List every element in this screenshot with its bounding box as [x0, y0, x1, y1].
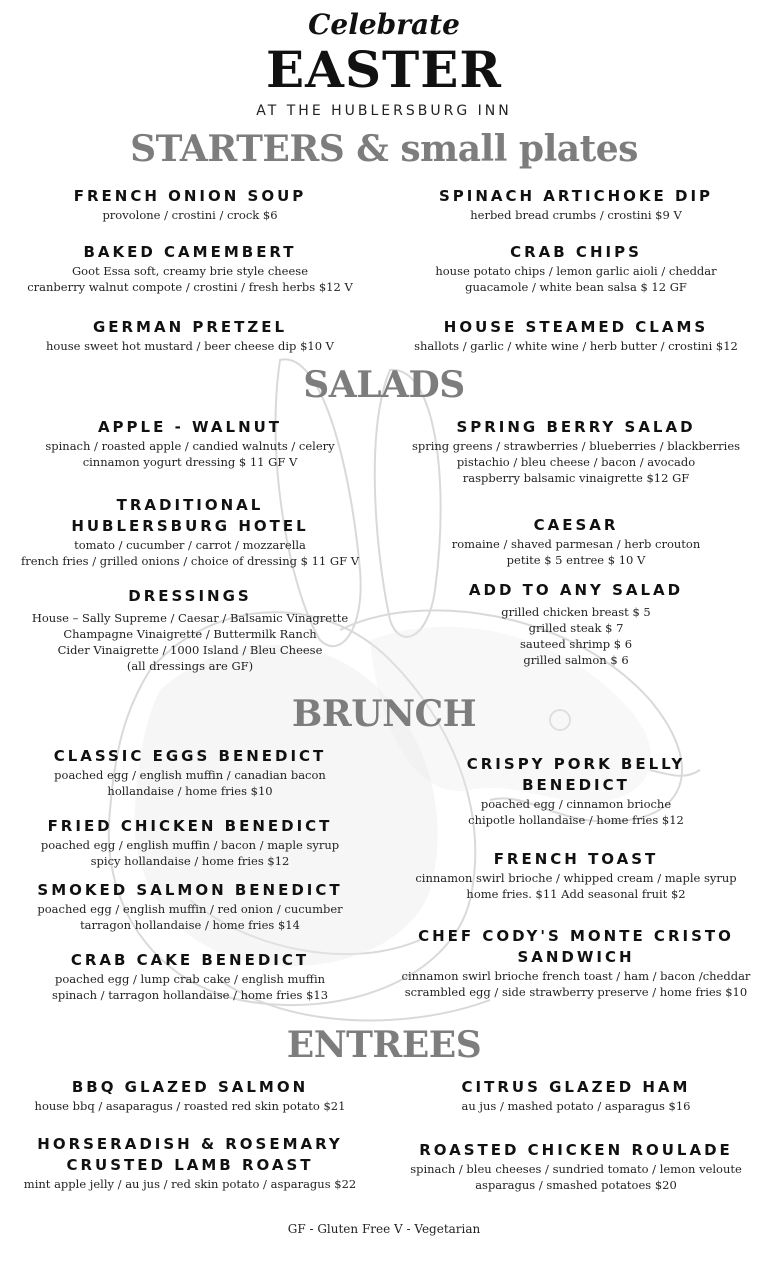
menu-item [0, 880, 380, 933]
item-desc: raspberry balsamic vinaigrette $12 GF [462, 471, 690, 485]
header-title: EASTER [266, 40, 502, 99]
item-desc: grilled salmon $ 6 [523, 653, 629, 667]
item-name: ROASTED CHICKEN ROULADE [419, 1141, 733, 1159]
item-desc: Champagne Vinaigrette / Buttermilk Ranch [63, 627, 317, 641]
item-desc: house bbq / asaparagus / roasted red skin potato $21 [34, 1099, 346, 1113]
menu-item [0, 417, 380, 470]
footer-legend: GF - Gluten Free V - Vegetarian [287, 1222, 481, 1236]
item-name: CRAB CHIPS [510, 243, 642, 261]
item-desc: grilled steak $ 7 [528, 621, 624, 635]
item-name: TRADITIONAL [116, 496, 264, 514]
item-desc: spinach / roasted apple / candied walnuts / celery [45, 439, 335, 453]
item-name: SANDWICH [517, 948, 635, 966]
item-desc: Cider Vinaigrette / 1000 Island / Bleu Cheese [57, 643, 323, 657]
item-name: CAESAR [533, 516, 619, 534]
item-desc: asparagus / smashed potatoes $20 [475, 1178, 677, 1192]
item-name: BBQ GLAZED SALMON [71, 1078, 309, 1096]
item-name: FRIED CHICKEN BENEDICT [47, 817, 333, 835]
item-name: CRUSTED LAMB ROAST [66, 1156, 314, 1174]
item-desc: cranberry walnut compote / crostini / fresh herbs $12 V [27, 280, 353, 294]
item-desc: spinach / tarragon hollandaise / home fries $13 [51, 988, 329, 1002]
item-desc: hollandaise / home fries $10 [107, 784, 273, 798]
item-desc: tarragon hollandaise / home fries $14 [80, 918, 300, 932]
item-name: CHEF CODY'S MONTE CRISTO [418, 927, 734, 945]
item-desc: cinnamon swirl brioche / whipped cream / maple syrup [415, 871, 737, 885]
item-name: CITRUS GLAZED HAM [461, 1078, 691, 1096]
item-desc: provolone / crostini / crock $6 [102, 208, 278, 222]
item-name: APPLE - WALNUT [97, 418, 283, 436]
item-desc: pistachio / bleu cheese / bacon / avocado [456, 455, 696, 469]
menu-item [384, 926, 768, 1000]
item-desc: mint apple jelly / au jus / red skin potato / asparagus $22 [23, 1177, 357, 1191]
menu-item [384, 849, 768, 902]
item-desc: sauteed shrimp $ 6 [519, 637, 633, 651]
item-desc: romaine / shaved parmesan / herb crouton [451, 537, 701, 551]
item-desc: Goot Essa soft, creamy brie style cheese [71, 264, 308, 278]
section-title-brunch: BRUNCH [291, 693, 477, 735]
item-desc: chipotle hollandaise / home fries $12 [468, 813, 684, 827]
item-desc: (all dressings are GF) [126, 659, 254, 673]
menu-item [384, 186, 768, 223]
item-name: SPINACH ARTICHOKE DIP [438, 187, 714, 205]
item-name: DRESSINGS [128, 587, 252, 605]
item-name: FRENCH TOAST [493, 850, 659, 868]
item-name: FRENCH ONION SOUP [73, 187, 307, 205]
item-desc: house sweet hot mustard / beer cheese dip $10 V [46, 339, 334, 353]
section-title-entrees: ENTREES [286, 1024, 482, 1066]
item-desc: spring greens / strawberries / blueberries / blackberries [411, 439, 741, 453]
menu-item [0, 317, 380, 354]
menu-item [384, 242, 768, 295]
item-desc: au jus / mashed potato / asparagus $16 [461, 1099, 691, 1113]
item-desc: poached egg / lump crab cake / english muffin [54, 972, 326, 986]
item-name: SMOKED SALMON BENEDICT [37, 881, 343, 899]
item-name: BENEDICT [522, 776, 630, 794]
item-desc: spinach / bleu cheeses / sundried tomato / lemon veloute [410, 1162, 742, 1176]
menu-item [384, 580, 768, 668]
menu-item [0, 186, 380, 223]
section-title-salads: SALADS [303, 364, 465, 406]
menu-item [0, 816, 380, 869]
menu-item [0, 950, 380, 1003]
item-name: HOUSE STEAMED CLAMS [443, 318, 709, 336]
item-desc: shallots / garlic / white wine / herb butter / crostini $12 [414, 339, 738, 353]
item-desc: home fries. $11 Add seasonal fruit $2 [466, 887, 686, 901]
item-desc: cinnamon swirl brioche french toast / ham / bacon /cheddar [401, 969, 751, 983]
item-name: CLASSIC EGGS BENEDICT [53, 747, 327, 765]
menu-item [384, 317, 768, 354]
menu-item [384, 515, 768, 568]
item-name: SPRING BERRY SALAD [456, 418, 696, 436]
menu-item [0, 495, 380, 569]
item-desc: herbed bread crumbs / crostini $9 V [470, 208, 682, 222]
item-desc: poached egg / english muffin / bacon / maple syrup [40, 838, 340, 852]
header-celebrate: Celebrate [308, 8, 460, 41]
item-desc: cinnamon yogurt dressing $ 11 GF V [82, 455, 298, 469]
header-subtitle: AT THE HUBLERSBURG INN [256, 103, 512, 119]
item-desc: tomato / cucumber / carrot / mozzarella [74, 538, 306, 552]
item-desc: house potato chips / lemon garlic aioli / cheddar [435, 264, 717, 278]
item-desc: poached egg / english muffin / red onion / cucumber [37, 902, 343, 916]
item-name: HUBLERSBURG HOTEL [71, 517, 309, 535]
menu-item [0, 586, 380, 674]
item-desc: guacamole / white bean salsa $ 12 GF [465, 280, 687, 294]
menu-item [0, 746, 380, 799]
item-name: ADD TO ANY SALAD [468, 581, 684, 599]
section-title-starters: STARTERS & small plates [130, 128, 638, 170]
item-desc: poached egg / english muffin / canadian bacon [54, 768, 326, 782]
item-desc: poached egg / cinnamon brioche [480, 797, 672, 811]
menu-item [0, 1077, 380, 1114]
item-name: GERMAN PRETZEL [92, 318, 288, 336]
menu-item [384, 754, 768, 828]
item-desc: french fries / grilled onions / choice of dressing $ 11 GF V [20, 554, 360, 568]
menu-item [384, 1140, 768, 1193]
item-desc: scrambled egg / side strawberry preserve / home fries $10 [404, 985, 748, 999]
item-name: CRAB CAKE BENEDICT [70, 951, 310, 969]
menu-item [384, 417, 768, 486]
menu-item [384, 1077, 768, 1114]
item-name: HORSERADISH & ROSEMARY [37, 1135, 343, 1153]
menu-item [0, 1134, 380, 1192]
menu-item [0, 242, 380, 295]
item-desc: spicy hollandaise / home fries $12 [90, 854, 290, 868]
item-desc: petite $ 5 entree $ 10 V [506, 553, 646, 567]
item-name: CRISPY PORK BELLY [466, 755, 686, 773]
item-name: BAKED CAMEMBERT [83, 243, 297, 261]
item-desc: grilled chicken breast $ 5 [501, 605, 651, 619]
item-desc: House – Sally Supreme / Caesar / Balsamic Vinagrette [31, 611, 349, 625]
